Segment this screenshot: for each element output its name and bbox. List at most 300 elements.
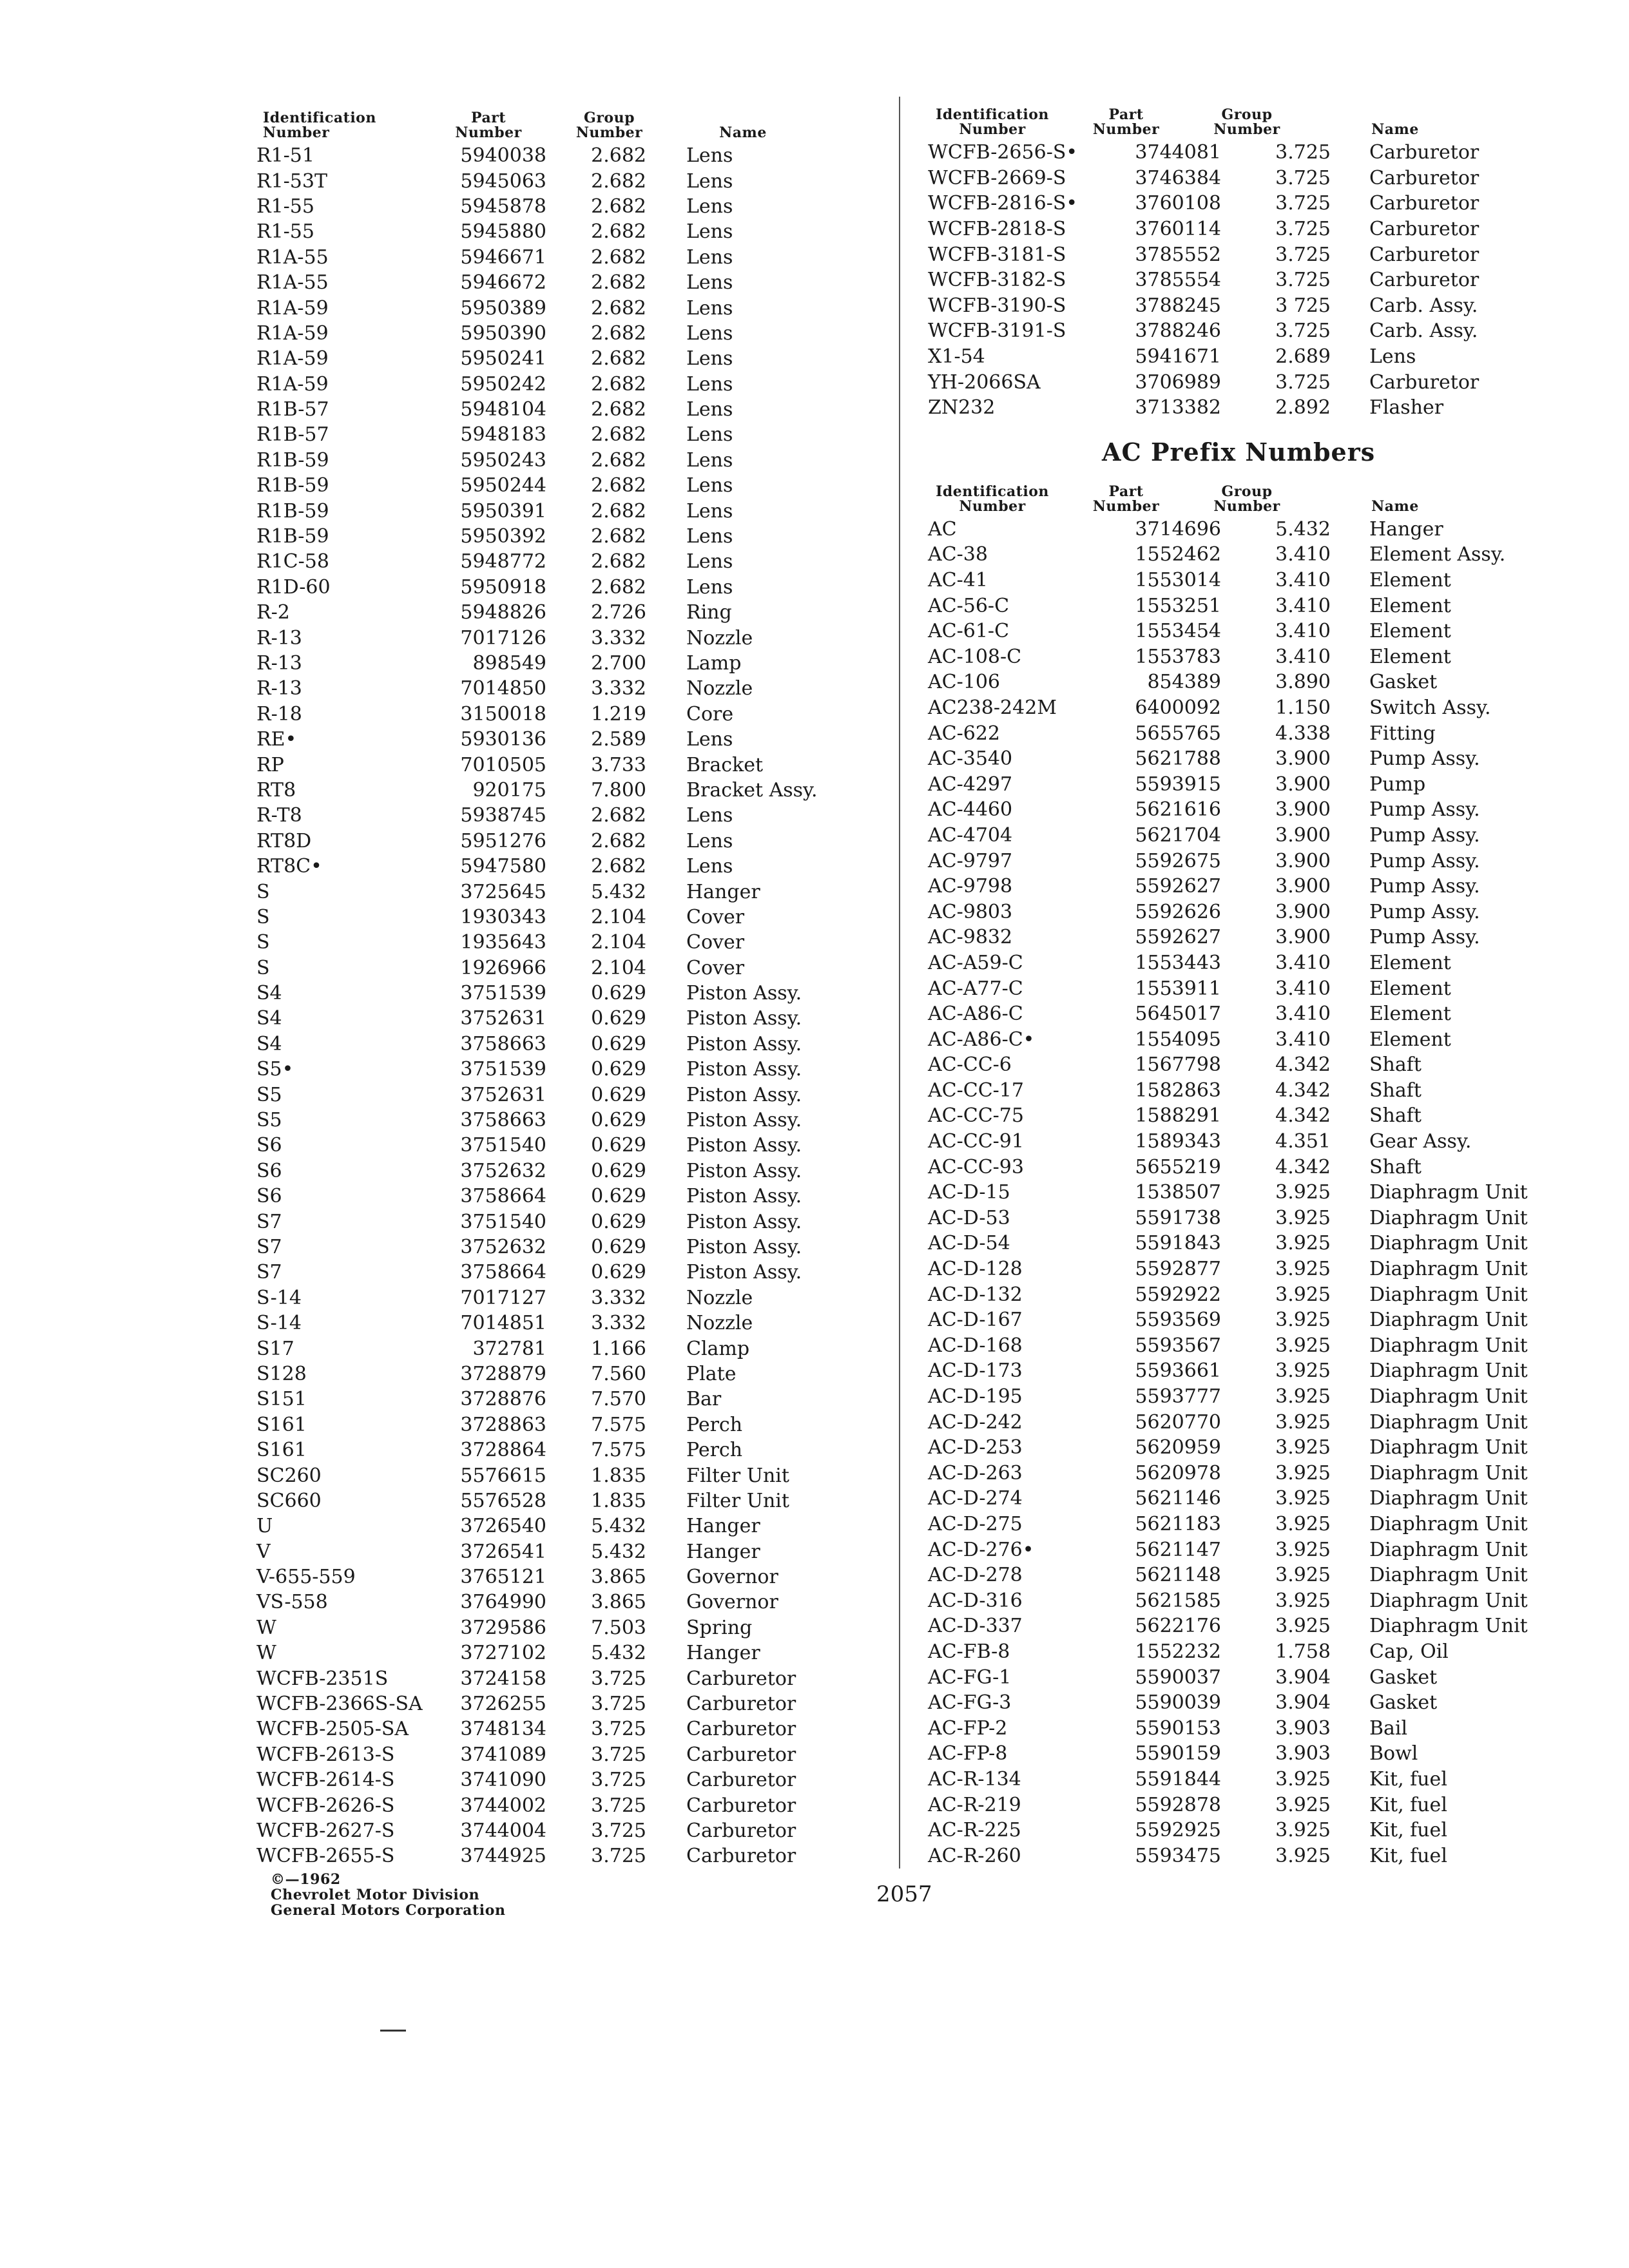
- group-number-cell: 3.903: [1275, 1716, 1331, 1740]
- identification-number-cell: S128: [256, 1362, 307, 1385]
- part-number-cell: 3751540: [460, 1210, 546, 1233]
- part-number-cell: 1930343: [460, 905, 546, 928]
- group-number-cell: 7.575: [591, 1439, 646, 1462]
- name-cell: Lens: [686, 474, 733, 497]
- part-number-cell: 3714696: [1135, 517, 1221, 541]
- identification-number-cell: RP: [256, 753, 284, 776]
- part-number-cell: 3726540: [460, 1515, 546, 1538]
- table-row: [928, 1052, 1547, 1078]
- group-number-cell: 2.682: [591, 855, 646, 878]
- group-number-cell: 3.332: [591, 677, 646, 700]
- identification-number-cell: S7: [256, 1210, 282, 1233]
- group-number-cell: 3.925: [1275, 1181, 1331, 1204]
- name-cell: Core: [686, 702, 734, 726]
- identification-number-cell: R-13: [256, 626, 302, 649]
- name-cell: Clamp: [686, 1337, 750, 1360]
- identification-number-cell: AC-A59-C: [928, 951, 1023, 974]
- table-row: [251, 1843, 889, 1869]
- part-number-cell: 7017127: [460, 1286, 546, 1309]
- part-number-cell: 5645017: [1135, 1003, 1221, 1026]
- part-number-cell: 5950244: [460, 474, 546, 497]
- table-row: [928, 695, 1547, 721]
- group-number-cell: 3.725: [591, 1718, 646, 1741]
- identification-number-cell: S: [256, 905, 270, 928]
- table-row: [928, 542, 1547, 568]
- group-number-cell: 3.925: [1275, 1538, 1331, 1561]
- identification-number-cell: AC-FG-1: [928, 1666, 1012, 1689]
- name-cell: Pump Assy.: [1369, 875, 1480, 898]
- name-cell: Element: [1369, 1003, 1451, 1026]
- table-row: [251, 1336, 889, 1361]
- identification-number-cell: S7: [256, 1261, 282, 1284]
- name-cell: Plate: [686, 1362, 737, 1385]
- table-row: [251, 219, 889, 244]
- part-number-cell: 1588291: [1135, 1104, 1221, 1128]
- part-number-cell: 5621704: [1135, 823, 1221, 847]
- identification-number-cell: S151: [256, 1388, 307, 1411]
- part-number-cell: 5948772: [460, 550, 546, 573]
- group-number-cell: 7.575: [591, 1413, 646, 1436]
- identification-number-cell: S17: [256, 1337, 294, 1360]
- identification-number-cell: AC-CC-17: [928, 1079, 1024, 1102]
- group-number-cell: 3.410: [1275, 977, 1331, 1000]
- group-number-cell: 2.682: [591, 423, 646, 447]
- part-number-cell: 5945880: [460, 220, 546, 244]
- name-cell: Gear Assy.: [1369, 1130, 1472, 1153]
- name-cell: Nozzle: [686, 626, 753, 649]
- part-number-cell: 1552232: [1135, 1640, 1221, 1663]
- name-cell: Lens: [686, 423, 733, 447]
- group-number-cell: 5.432: [591, 1540, 646, 1563]
- part-number-cell: 3728879: [460, 1362, 546, 1385]
- name-cell: Lamp: [686, 652, 742, 675]
- name-cell: Carburetor: [1369, 218, 1480, 241]
- identification-number-cell: SC660: [256, 1489, 322, 1512]
- identification-number-cell: R1B-57: [256, 398, 329, 421]
- group-number-cell: 3 725: [1275, 294, 1331, 317]
- identification-number-cell: YH-2066SA: [928, 370, 1041, 394]
- group-number-cell: 2.682: [591, 525, 646, 548]
- identification-number-cell: WCFB-2613-S: [256, 1743, 395, 1766]
- group-number-cell: 2.682: [591, 144, 646, 168]
- table-row: [251, 676, 889, 701]
- identification-number-cell: AC-9832: [928, 926, 1013, 949]
- name-cell: Lens: [686, 245, 733, 269]
- part-number-cell: 7017126: [460, 626, 546, 649]
- table-row: [251, 625, 889, 650]
- page-number: 2057: [876, 1881, 932, 1907]
- name-cell: Shaft: [1369, 1053, 1422, 1077]
- name-cell: Diaphragm Unit: [1369, 1589, 1528, 1612]
- name-cell: Lens: [686, 144, 733, 168]
- name-cell: Filter Unit: [686, 1464, 789, 1487]
- right-parts-table: [928, 93, 1547, 1869]
- group-number-cell: 3.925: [1275, 1461, 1331, 1485]
- name-cell: Lens: [686, 728, 733, 751]
- part-number-cell: 3788245: [1135, 294, 1221, 317]
- identification-number-cell: AC-CC-93: [928, 1155, 1024, 1178]
- left-table-header: [251, 97, 889, 140]
- corporation-name: General Motors Corporation: [271, 1902, 506, 1919]
- part-number-cell: 5655219: [1135, 1155, 1221, 1178]
- group-number-cell: 3.410: [1275, 594, 1331, 617]
- group-number-cell: 7.570: [591, 1388, 646, 1411]
- group-number-cell: 3.900: [1275, 849, 1331, 872]
- table-row: [251, 1767, 889, 1792]
- identification-number-cell: AC-41: [928, 569, 988, 592]
- table-row: [928, 1282, 1547, 1307]
- group-number-cell: 4.338: [1275, 722, 1331, 745]
- identification-number-cell: AC-D-275: [928, 1512, 1023, 1535]
- part-number-cell: 5930136: [460, 728, 546, 751]
- table-row: [251, 270, 889, 295]
- group-number-cell: 5.432: [1275, 517, 1331, 541]
- group-number-cell: 3.410: [1275, 951, 1331, 974]
- identification-number-cell: R1A-55: [256, 245, 329, 269]
- group-number-cell: 3.725: [1275, 243, 1331, 266]
- part-number-cell: 3760114: [1135, 218, 1221, 241]
- identification-number-cell: AC-FP-8: [928, 1742, 1008, 1765]
- header-part-number: Part Number: [1092, 483, 1160, 515]
- name-cell: Carburetor: [686, 1769, 796, 1792]
- header-identification-number: Identification Number: [263, 110, 376, 141]
- identification-number-cell: R1A-59: [256, 372, 329, 396]
- group-number-cell: 3.925: [1275, 1410, 1331, 1434]
- identification-number-cell: AC238-242M: [928, 696, 1057, 719]
- part-number-cell: 5590037: [1135, 1666, 1221, 1689]
- group-number-cell: 3.725: [1275, 141, 1331, 164]
- table-row: [251, 1158, 889, 1184]
- part-number-cell: 854389: [1147, 671, 1221, 694]
- identification-number-cell: S5: [256, 1083, 282, 1106]
- ac-table-header: [928, 470, 1547, 514]
- group-number-cell: 3.925: [1275, 1512, 1331, 1535]
- part-number-cell: 3758663: [460, 1032, 546, 1055]
- table-row: [928, 823, 1547, 849]
- table-row: [251, 1488, 889, 1514]
- part-number-cell: 5590039: [1135, 1691, 1221, 1715]
- name-cell: Element: [1369, 977, 1451, 1000]
- part-number-cell: 1553911: [1135, 977, 1221, 1000]
- identification-number-cell: WCFB-2816-S•: [928, 192, 1078, 215]
- group-number-cell: 4.342: [1275, 1079, 1331, 1102]
- name-cell: Piston Assy.: [686, 1210, 802, 1233]
- table-row: [928, 1792, 1547, 1818]
- name-cell: Lens: [686, 550, 733, 573]
- group-number-cell: 0.629: [591, 1235, 646, 1258]
- name-cell: Element: [1369, 1028, 1451, 1051]
- table-row: [928, 1664, 1547, 1690]
- table-row: [928, 1384, 1547, 1410]
- table-row: [251, 727, 889, 752]
- name-cell: Piston Assy.: [686, 982, 802, 1005]
- identification-number-cell: SC260: [256, 1464, 322, 1487]
- part-number-cell: 5593475: [1135, 1844, 1221, 1867]
- header-group-number: Group Number: [1213, 483, 1280, 515]
- group-number-cell: 3.725: [591, 1693, 646, 1716]
- identification-number-cell: R1C-58: [256, 550, 329, 573]
- table-row: [251, 321, 889, 346]
- table-row: [251, 168, 889, 193]
- group-number-cell: 2.682: [591, 829, 646, 852]
- table-row: [928, 593, 1547, 619]
- part-number-cell: 7010505: [460, 753, 546, 776]
- header-part-number: Part Number: [455, 110, 522, 141]
- identification-number-cell: R1B-57: [256, 423, 329, 447]
- group-number-cell: 2.700: [591, 652, 646, 675]
- part-number-cell: 5938745: [460, 804, 546, 827]
- group-number-cell: 1.166: [591, 1337, 646, 1360]
- identification-number-cell: R1A-59: [256, 347, 329, 370]
- identification-number-cell: S4: [256, 1007, 282, 1030]
- identification-number-cell: RT8D: [256, 829, 312, 852]
- column-divider: [899, 97, 900, 1869]
- name-cell: Carburetor: [1369, 243, 1480, 266]
- identification-number-cell: R-13: [256, 652, 302, 675]
- group-number-cell: 1.835: [591, 1489, 646, 1512]
- name-cell: Shaft: [1369, 1104, 1422, 1128]
- part-number-cell: 1567798: [1135, 1053, 1221, 1077]
- part-number-cell: 5593915: [1135, 773, 1221, 796]
- table-row: [928, 1435, 1547, 1461]
- table-row: [251, 879, 889, 904]
- name-cell: Lens: [686, 271, 733, 294]
- table-row: [928, 1154, 1547, 1180]
- table-row: [251, 1006, 889, 1031]
- group-number-cell: 3.900: [1275, 773, 1331, 796]
- name-cell: Diaphragm Unit: [1369, 1360, 1528, 1383]
- name-cell: Carburetor: [1369, 192, 1480, 215]
- part-number-cell: 5592627: [1135, 875, 1221, 898]
- group-number-cell: 2.682: [591, 245, 646, 269]
- group-number-cell: 3.725: [591, 1819, 646, 1842]
- name-cell: Piston Assy.: [686, 1185, 802, 1208]
- table-row: [251, 1209, 889, 1234]
- table-row: [251, 245, 889, 270]
- header-group-number: Group Number: [575, 110, 643, 141]
- identification-number-cell: RE•: [256, 728, 297, 751]
- identification-number-cell: S161: [256, 1413, 307, 1436]
- table-row: [251, 752, 889, 777]
- part-number-cell: 5593569: [1135, 1309, 1221, 1332]
- part-number-cell: 3727102: [460, 1642, 546, 1665]
- scan-mark: [380, 2030, 406, 2032]
- name-cell: Pump Assy.: [1369, 747, 1480, 771]
- name-cell: Bail: [1369, 1716, 1408, 1740]
- group-number-cell: 3.725: [1275, 269, 1331, 292]
- identification-number-cell: AC-622: [928, 722, 1001, 745]
- table-row: [251, 1590, 889, 1615]
- table-row: [251, 1184, 889, 1209]
- part-number-cell: 5950243: [460, 448, 546, 472]
- part-number-cell: 5620770: [1135, 1410, 1221, 1434]
- ac-table-body: [928, 517, 1547, 1869]
- part-number-cell: 5592675: [1135, 849, 1221, 872]
- part-number-cell: 5576528: [460, 1489, 546, 1512]
- name-cell: Piston Assy.: [686, 1007, 802, 1030]
- group-number-cell: 2.682: [591, 296, 646, 320]
- group-number-cell: 3.900: [1275, 926, 1331, 949]
- table-row: [251, 1082, 889, 1107]
- identification-number-cell: AC-4704: [928, 823, 1013, 847]
- group-number-cell: 0.629: [591, 1134, 646, 1157]
- group-number-cell: 4.342: [1275, 1155, 1331, 1178]
- group-number-cell: 3.725: [591, 1743, 646, 1766]
- table-row: [251, 1691, 889, 1716]
- name-cell: Cover: [686, 931, 745, 954]
- identification-number-cell: AC-D-195: [928, 1385, 1023, 1408]
- table-row: [251, 1235, 889, 1260]
- name-cell: Carburetor: [686, 1667, 796, 1690]
- name-cell: Lens: [686, 448, 733, 472]
- table-row: [251, 956, 889, 981]
- group-number-cell: 3.925: [1275, 1360, 1331, 1383]
- group-number-cell: 7.503: [591, 1616, 646, 1639]
- table-row: [928, 950, 1547, 976]
- name-cell: Pump: [1369, 773, 1426, 796]
- identification-number-cell: AC-R-219: [928, 1793, 1021, 1816]
- part-number-cell: 7014850: [460, 677, 546, 700]
- part-number-cell: 7014851: [460, 1312, 546, 1335]
- identification-number-cell: WCFB-3182-S: [928, 269, 1066, 292]
- part-number-cell: 5950918: [460, 575, 546, 599]
- table-row: [251, 549, 889, 574]
- group-number-cell: 2.682: [591, 372, 646, 396]
- group-number-cell: 3.925: [1275, 1767, 1331, 1791]
- table-row: [928, 1231, 1547, 1256]
- name-cell: Lens: [686, 169, 733, 193]
- copyright-year: ©—1962: [271, 1871, 341, 1888]
- part-number-cell: 5948183: [460, 423, 546, 447]
- identification-number-cell: WCFB-2626-S: [256, 1794, 395, 1817]
- table-row: [251, 1437, 889, 1463]
- group-number-cell: 1.835: [591, 1464, 646, 1487]
- table-row: [928, 899, 1547, 925]
- part-number-cell: 3706989: [1135, 370, 1221, 394]
- part-number-cell: 1553251: [1135, 594, 1221, 617]
- group-number-cell: 3.925: [1275, 1309, 1331, 1332]
- name-cell: Lens: [686, 398, 733, 421]
- identification-number-cell: RT8: [256, 778, 296, 802]
- name-cell: Lens: [686, 296, 733, 320]
- identification-number-cell: VS-558: [256, 1591, 328, 1614]
- group-number-cell: 2.726: [591, 601, 646, 624]
- part-number-cell: 3752632: [460, 1159, 546, 1182]
- part-number-cell: 3728863: [460, 1413, 546, 1436]
- name-cell: Element: [1369, 951, 1451, 974]
- name-cell: Hanger: [686, 1540, 760, 1563]
- table-row: [251, 1285, 889, 1311]
- name-cell: Carb. Assy.: [1369, 294, 1478, 317]
- name-cell: Kit, fuel: [1369, 1767, 1447, 1791]
- table-row: [251, 524, 889, 549]
- table-row: [251, 143, 889, 168]
- group-number-cell: 0.629: [591, 1058, 646, 1081]
- part-number-cell: 5621148: [1135, 1564, 1221, 1587]
- part-number-cell: 5945063: [460, 169, 546, 193]
- part-number-cell: 5655765: [1135, 722, 1221, 745]
- name-cell: Bracket: [686, 753, 764, 776]
- group-number-cell: 3.410: [1275, 1003, 1331, 1026]
- part-number-cell: 6400092: [1135, 696, 1221, 719]
- group-number-cell: 2.104: [591, 931, 646, 954]
- table-row: [928, 568, 1547, 593]
- identification-number-cell: R-T8: [256, 804, 302, 827]
- name-cell: Diaphragm Unit: [1369, 1512, 1528, 1535]
- header-group-number: Group Number: [1213, 106, 1280, 138]
- table-row: [928, 1461, 1547, 1486]
- table-row: [251, 1539, 889, 1564]
- part-number-cell: 5946672: [460, 271, 546, 294]
- name-cell: Cap, Oil: [1369, 1640, 1449, 1663]
- name-cell: Pump Assy.: [1369, 849, 1480, 872]
- header-name: Name: [1371, 121, 1419, 138]
- group-number-cell: 2.682: [591, 220, 646, 244]
- group-number-cell: 2.682: [591, 474, 646, 497]
- identification-number-cell: AC-D-128: [928, 1258, 1023, 1281]
- part-number-cell: 3752631: [460, 1007, 546, 1030]
- table-row: [928, 1206, 1547, 1231]
- group-number-cell: 3.332: [591, 1312, 646, 1335]
- identification-number-cell: R-2: [256, 601, 290, 624]
- part-number-cell: 3758664: [460, 1185, 546, 1208]
- part-number-cell: 3741089: [460, 1743, 546, 1766]
- table-row: [251, 575, 889, 600]
- name-cell: Governor: [686, 1591, 778, 1614]
- table-row: [251, 829, 889, 854]
- identification-number-cell: AC-A77-C: [928, 977, 1023, 1000]
- group-number-cell: 3.410: [1275, 645, 1331, 668]
- group-number-cell: 3.925: [1275, 1436, 1331, 1459]
- identification-number-cell: AC-9797: [928, 849, 1013, 872]
- name-cell: Perch: [686, 1439, 743, 1462]
- group-number-cell: 3.925: [1275, 1844, 1331, 1867]
- identification-number-cell: R1B-59: [256, 525, 329, 548]
- identification-number-cell: AC-D-173: [928, 1360, 1023, 1383]
- part-number-cell: 5950389: [460, 296, 546, 320]
- name-cell: Bar: [686, 1388, 722, 1411]
- identification-number-cell: S6: [256, 1159, 282, 1182]
- group-number-cell: 3.925: [1275, 1283, 1331, 1306]
- part-number-cell: 5592878: [1135, 1793, 1221, 1816]
- table-row: [251, 422, 889, 447]
- part-number-cell: 3744081: [1135, 141, 1221, 164]
- copyright-footer: [271, 1872, 506, 1918]
- identification-number-cell: S5•: [256, 1058, 294, 1081]
- group-number-cell: 3.332: [591, 1286, 646, 1309]
- part-number-cell: 5621585: [1135, 1589, 1221, 1612]
- name-cell: Filter Unit: [686, 1489, 789, 1512]
- group-number-cell: 2.682: [591, 398, 646, 421]
- identification-number-cell: AC-CC-6: [928, 1053, 1012, 1077]
- identification-number-cell: R-18: [256, 702, 302, 726]
- name-cell: Element: [1369, 645, 1451, 668]
- identification-number-cell: AC-D-278: [928, 1564, 1023, 1587]
- identification-number-cell: X1-54: [928, 345, 985, 369]
- table-row: [251, 1716, 889, 1742]
- group-number-cell: 3.904: [1275, 1691, 1331, 1715]
- identification-number-cell: AC-D-337: [928, 1615, 1023, 1638]
- table-row: [928, 771, 1547, 797]
- group-number-cell: 3.890: [1275, 671, 1331, 694]
- table-row: [928, 191, 1547, 216]
- group-number-cell: 3.332: [591, 626, 646, 649]
- table-row: [251, 1133, 889, 1158]
- identification-number-cell: AC-108-C: [928, 645, 1022, 668]
- identification-number-cell: AC-3540: [928, 747, 1013, 771]
- part-number-cell: 1582863: [1135, 1079, 1221, 1102]
- table-row: [928, 344, 1547, 370]
